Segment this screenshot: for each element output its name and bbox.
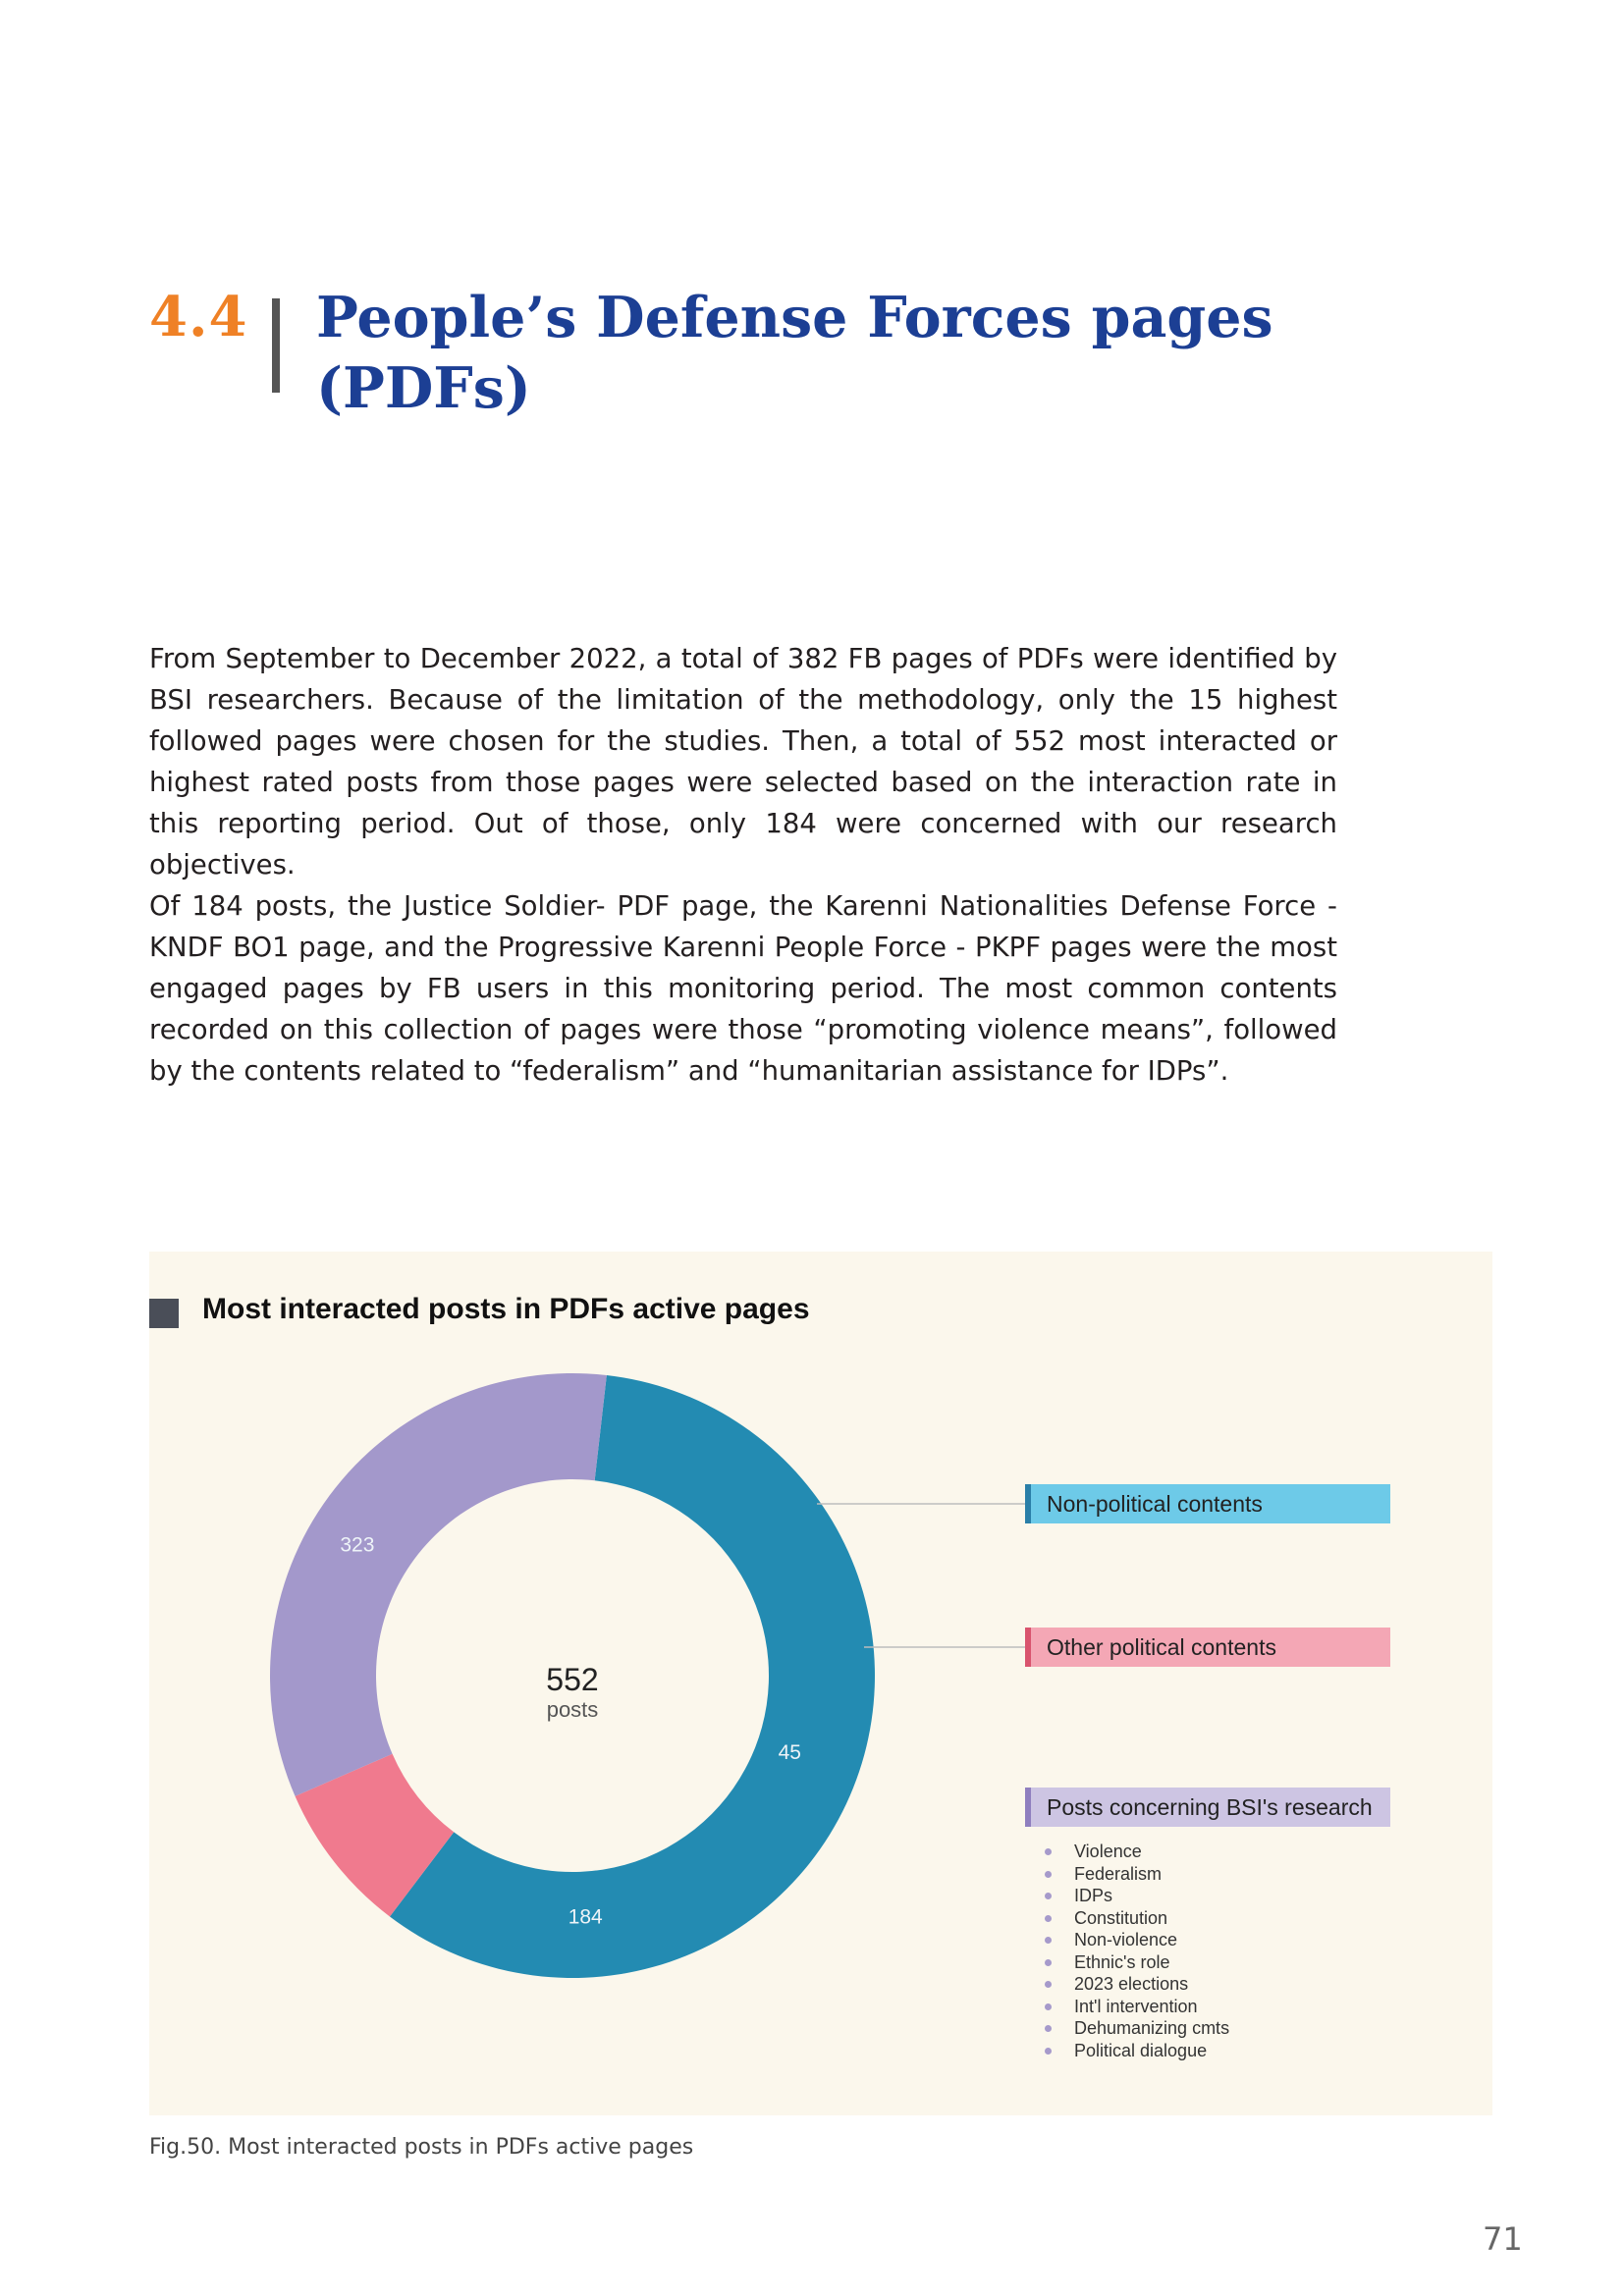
- topic-item: [1045, 1951, 1229, 1974]
- topic-item: [1045, 1863, 1229, 1886]
- heading-divider: [272, 298, 280, 393]
- label-bsi-research-value: 184: [568, 1905, 603, 1929]
- topic-label: Violence: [1074, 1842, 1142, 1861]
- bullet-icon: [1045, 1937, 1052, 1944]
- topic-item: [1045, 2017, 1229, 2040]
- topic-label: Political dialogue: [1074, 2040, 1208, 2060]
- legend-non-political: Non-political contents: [1025, 1484, 1390, 1523]
- bullet-icon: [1045, 2003, 1052, 2010]
- research-topic-list: [1045, 1841, 1229, 2061]
- topic-label: IDPs: [1074, 1886, 1113, 1905]
- page-number: 71: [1483, 2220, 1523, 2258]
- label-non-political-value: 323: [340, 1533, 375, 1557]
- topic-label: Constitution: [1074, 1907, 1168, 1928]
- topic-item: [1045, 1973, 1229, 1996]
- topic-label: Federalism: [1074, 1863, 1163, 1884]
- bullet-icon: [1045, 2048, 1052, 2055]
- section-heading: [149, 283, 1327, 430]
- legend-other-political: Other political contents: [1025, 1628, 1390, 1667]
- topic-label: Int'l intervention: [1074, 1996, 1198, 2016]
- bullet-icon: [1045, 1893, 1052, 1899]
- section-number: 4.4: [149, 285, 248, 349]
- slice-bsi-research: [270, 1373, 607, 1796]
- bullet-icon: [1045, 2025, 1052, 2032]
- figure-caption: Fig.50. Most interacted posts in PDFs active pages: [149, 2135, 694, 2160]
- label-other-political-value: 45: [778, 1740, 801, 1764]
- topic-label: Dehumanizing cmts: [1074, 2018, 1230, 2038]
- section-title: People’s Defense Forces pages (PDFs): [316, 285, 1273, 421]
- topic-label: Non-violence: [1074, 1930, 1178, 1949]
- bullet-icon: [1045, 1915, 1052, 1922]
- topic-label: Ethnic's role: [1074, 1951, 1170, 1972]
- legend-bsi-research: Posts concerning BSI's research: [1025, 1788, 1390, 1827]
- topic-item: [1045, 1929, 1229, 1951]
- topic-item: [1045, 1841, 1229, 1863]
- body-paragraph-2: Of 184 posts, the Justice Soldier- PDF page, the Karenni Nationalities Defense Force - KNDF BO1 page, and the Progressive Karenni People Force - PKPF pages were the most engaged pages by FB users in this monitoring period. The most common contents recorded on this collection of pages were those “promoting violence means”, followed by the contents related to “federalism” and “humanitarian assistance for IDPs”.: [149, 890, 1337, 1087]
- topic-item: [1045, 1996, 1229, 2018]
- bullet-icon: [1045, 1848, 1052, 1855]
- chart-panel: [149, 1252, 1492, 2115]
- chart-title: Most interacted posts in PDFs active pages: [202, 1293, 810, 1325]
- topic-item: [1045, 1907, 1229, 1930]
- body-paragraph-1: From September to December 2022, a total of 382 FB pages of PDFs were identified by BSI researchers. Because of the limitation of the methodology, only the 15 highest followed pages were chosen for the studies. Then, a total of 552 most interacted or highest rated posts from those pages were selected based on the interaction rate in this reporting period. Out of those, only 184 were concerned with our research objectives.: [149, 643, 1337, 881]
- bullet-icon: [1045, 1981, 1052, 1988]
- bullet-icon: [1045, 1871, 1052, 1878]
- topic-item: [1045, 1885, 1229, 1907]
- topic-label: 2023 elections: [1074, 1974, 1189, 1994]
- topic-item: [1045, 2040, 1229, 2062]
- donut-chart: [149, 1252, 1492, 2115]
- center-total-value: 552: [546, 1662, 599, 1697]
- center-total-unit: posts: [546, 1697, 599, 1722]
- bullet-icon: [1045, 1959, 1052, 1966]
